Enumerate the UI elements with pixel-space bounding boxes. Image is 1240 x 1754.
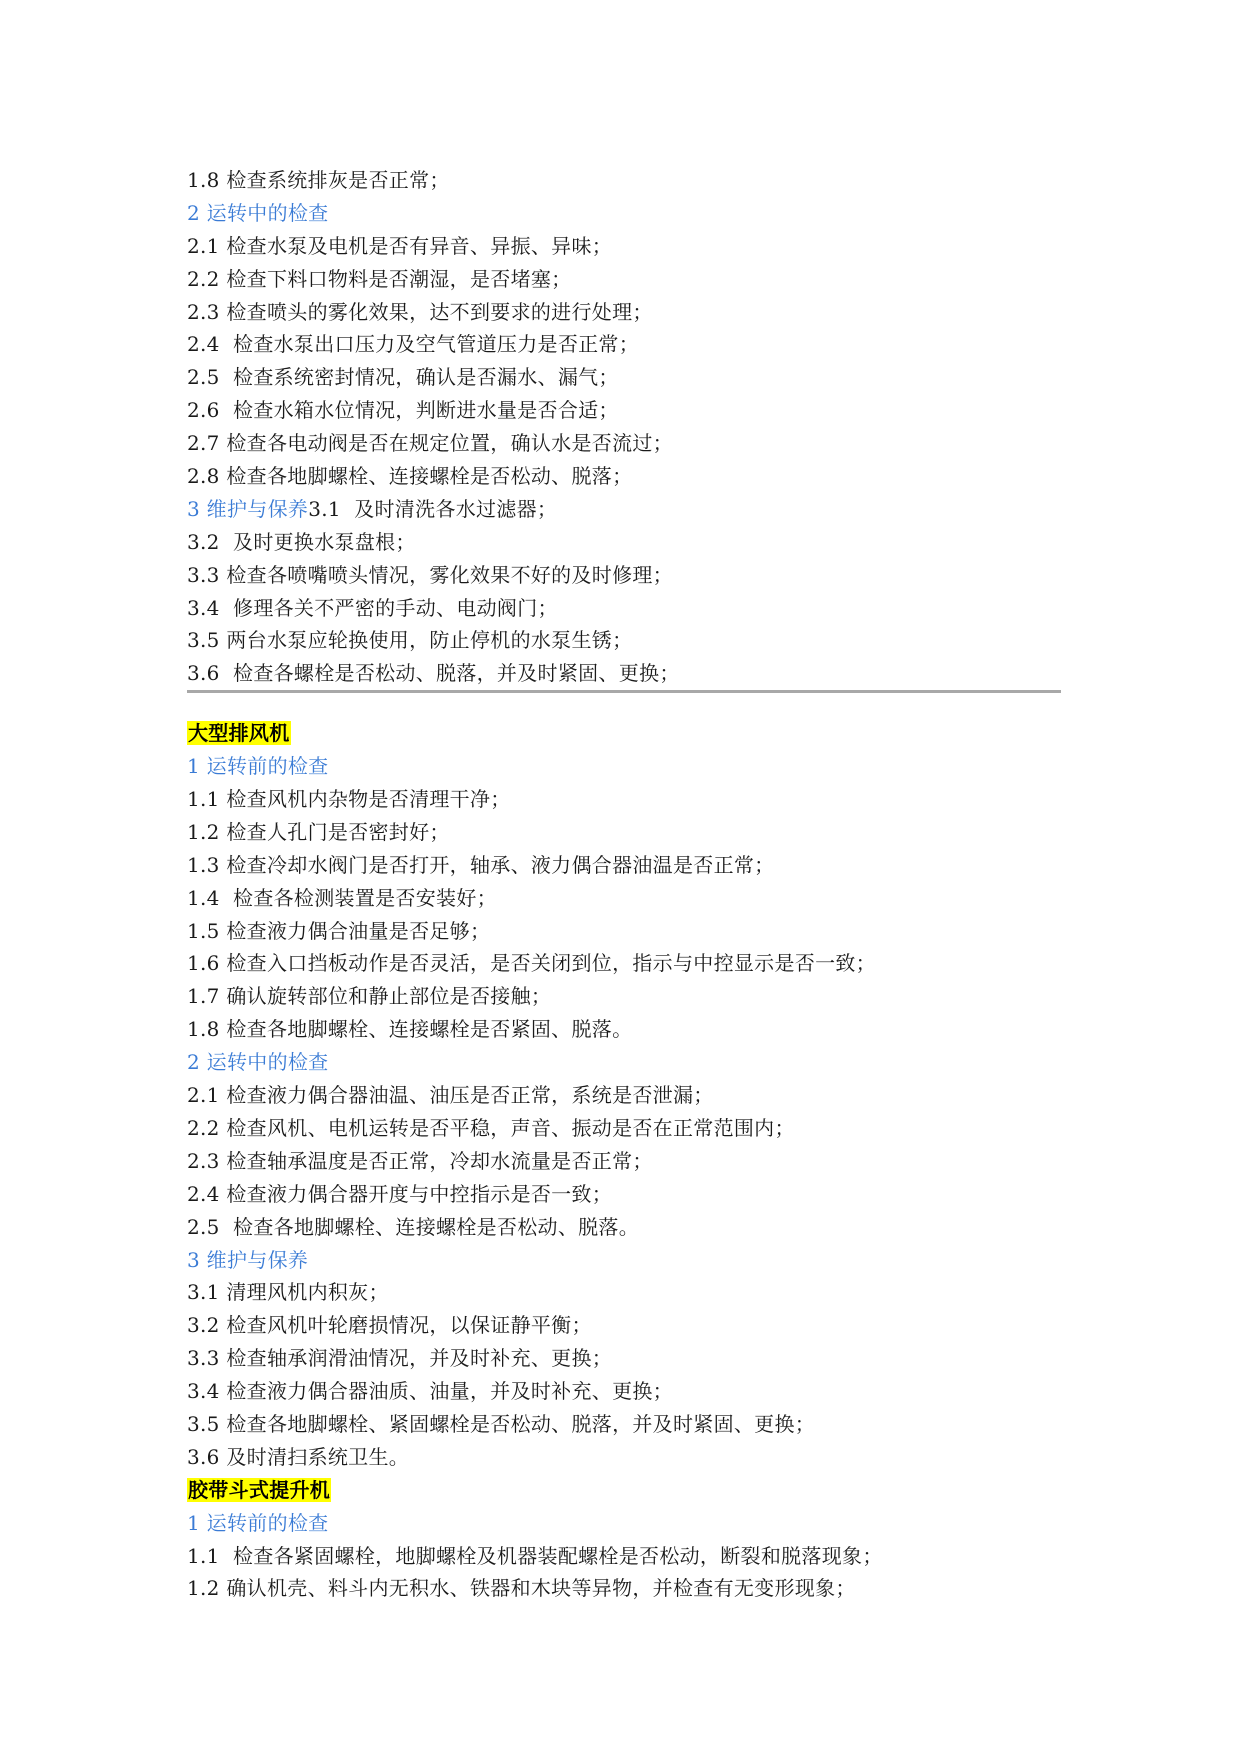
document-content — [187, 164, 1067, 1605]
spacer — [187, 693, 1067, 717]
list-item: 2.3 检查轴承温度是否正常，冷却水流量是否正常； — [187, 1148, 653, 1173]
elevator-section-lines — [187, 1507, 1067, 1606]
list-item: 1.3 检查冷却水阀门是否打开，轴承、液力偶合器油温是否正常； — [187, 852, 775, 877]
list-item: 2.4 检查水泵出口压力及空气管道压力是否正常； — [187, 332, 640, 357]
list-item: 1.4 检查各检测装置是否安装好； — [187, 885, 497, 910]
list-item: 3.3 检查各喷嘴喷头情况，雾化效果不好的及时修理； — [187, 562, 673, 587]
subheading: 1 运转前的检查 — [187, 1510, 329, 1535]
list-item: 2.4 检查液力偶合器开度与中控指示是否一致； — [187, 1181, 613, 1206]
highlighted-heading: 大型排风机 — [188, 721, 290, 746]
fan-section-lines — [187, 750, 1067, 1474]
list-item: 3.3 检查轴承润滑油情况，并及时补充、更换； — [187, 1346, 613, 1371]
subheading: 2 运转中的检查 — [187, 1050, 329, 1075]
list-item: 3.6 及时清扫系统卫生。 — [187, 1444, 410, 1469]
list-item: 3.6 检查各螺栓是否松动、脱落，并及时紧固、更换； — [187, 661, 680, 686]
subheading: 3 维护与保养 — [187, 496, 309, 521]
list-item: 3.5 检查各地脚螺栓、紧固螺栓是否松动、脱落，并及时紧固、更换； — [187, 1411, 816, 1436]
list-item: 3.5 两台水泵应轮换使用，防止停机的水泵生锈； — [187, 628, 633, 653]
list-item: 1.2 检查人孔门是否密封好； — [187, 819, 450, 844]
top-section — [187, 164, 1067, 493]
list-item: 1.8 检查系统排灰是否正常； — [187, 168, 450, 192]
list-item: 2.2 检查风机、电机运转是否平稳，声音、振动是否在正常范围内； — [187, 1115, 795, 1140]
list-item: 3.4 修理各关不严密的手动、电动阀门； — [187, 595, 558, 620]
section-heading-elevator — [187, 1474, 1067, 1507]
list-item: 1.2 确认机壳、料斗内无积水、铁器和木块等异物，并检查有无变形现象； — [187, 1576, 856, 1601]
list-item: 2.8 检查各地脚螺栓、连接螺栓是否松动、脱落； — [187, 464, 633, 489]
list-item: 2.6 检查水箱水位情况，判断进水量是否合适； — [187, 398, 619, 423]
mixed-line — [187, 493, 1067, 526]
list-item: 1.7 确认旋转部位和静止部位是否接触； — [187, 984, 552, 1009]
top-section-tail — [187, 526, 1067, 690]
list-item: 2.7 检查各电动阀是否在规定位置，确认水是否流过； — [187, 431, 673, 456]
list-item: 1.1 检查各紧固螺栓，地脚螺栓及机器装配螺栓是否松动，断裂和脱落现象； — [187, 1543, 883, 1568]
section-heading-fan — [187, 717, 1067, 750]
subheading: 2 运转中的检查 — [187, 200, 329, 225]
subheading: 3 维护与保养 — [187, 1247, 309, 1272]
list-item: 2.3 检查喷头的雾化效果，达不到要求的进行处理； — [187, 299, 653, 324]
list-item: 2.2 检查下料口物料是否潮湿，是否堵塞； — [187, 266, 572, 291]
list-item: 2.1 检查水泵及电机是否有异音、异振、异味； — [187, 233, 613, 258]
list-item-text: 3.1 及时清洗各水过滤器； — [308, 496, 558, 521]
list-item: 2.5 检查各地脚螺栓、连接螺栓是否松动、脱落。 — [187, 1214, 640, 1239]
list-item: 3.1 清理风机内积灰； — [187, 1280, 389, 1305]
list-item: 3.2 检查风机叶轮磨损情况，以保证静平衡； — [187, 1313, 592, 1338]
list-item: 2.5 检查系统密封情况，确认是否漏水、漏气； — [187, 365, 619, 390]
list-item: 1.6 检查入口挡板动作是否灵活，是否关闭到位，指示与中控显示是否一致； — [187, 951, 876, 976]
list-item: 1.5 检查液力偶合油量是否足够； — [187, 918, 491, 943]
subheading: 1 运转前的检查 — [187, 754, 329, 779]
list-item: 1.1 检查风机内杂物是否清理干净； — [187, 787, 511, 812]
list-item: 2.1 检查液力偶合器油温、油压是否正常，系统是否泄漏； — [187, 1083, 714, 1108]
list-item: 3.2 及时更换水泵盘根； — [187, 529, 416, 554]
list-item: 1.8 检查各地脚螺栓、连接螺栓是否紧固、脱落。 — [187, 1017, 633, 1042]
list-item: 3.4 检查液力偶合器油质、油量，并及时补充、更换； — [187, 1379, 673, 1404]
highlighted-heading: 胶带斗式提升机 — [188, 1477, 331, 1502]
